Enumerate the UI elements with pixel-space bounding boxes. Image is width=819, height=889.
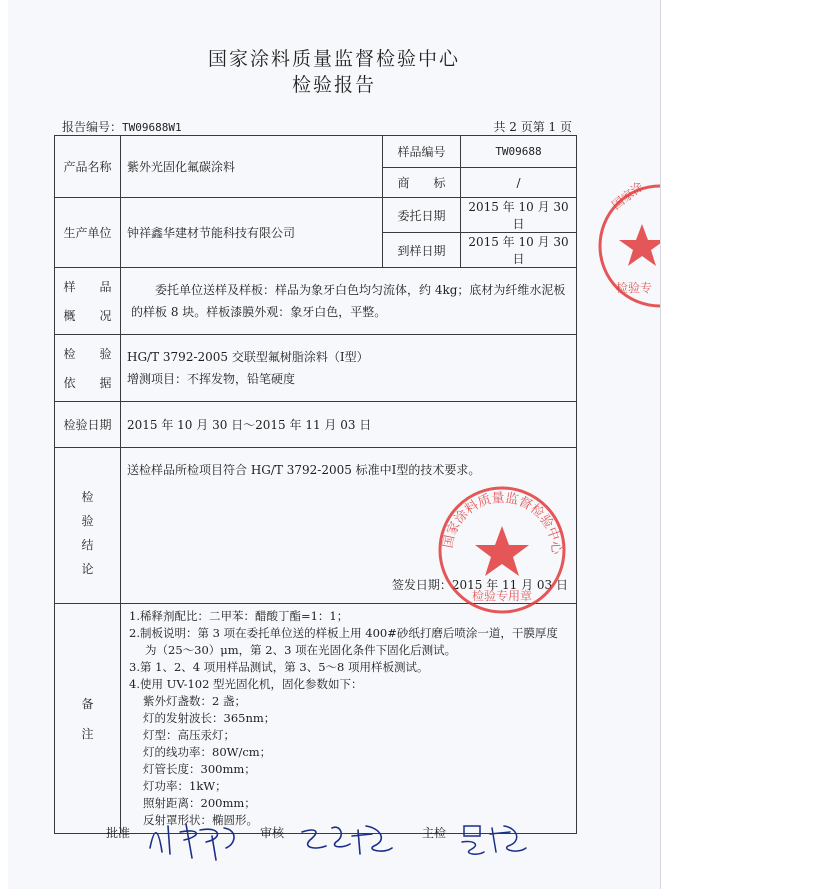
remark-line: 灯管长度：300mm；	[143, 762, 256, 776]
manufacturer-label: 生产单位	[55, 198, 121, 268]
commission-date-label: 委托日期	[383, 198, 461, 233]
arrival-date-value: 2015 年 10 月 30 日	[461, 233, 577, 268]
basis-label-cell	[55, 335, 121, 402]
remark-line: 紫外灯盏数：2 盏；	[143, 694, 246, 708]
report-number	[62, 118, 182, 135]
test-date-label: 检验日期	[55, 402, 121, 448]
approve-label: 批准	[106, 826, 131, 840]
basis-line-1: HG/T 3792-2005 交联型氟树脂涂料（Ⅰ型）	[127, 350, 369, 364]
sample-number-label: 样品编号	[383, 136, 461, 168]
product-name-label: 产品名称	[55, 136, 121, 198]
sample-overview-label-2: 概 况	[63, 309, 112, 323]
remark-line: 1.稀释剂配比：二甲苯：醋酸丁酯=1：1；	[129, 609, 349, 623]
remark-line: 反射罩形状：椭圆形。	[143, 813, 258, 827]
page-info: 共 2 页第 1 页	[493, 120, 572, 134]
basis-value-cell	[121, 335, 577, 402]
review-signature	[296, 818, 406, 864]
svg-text:国家涂: 国家涂	[609, 179, 647, 213]
basis-line-2: 增测项目：不挥发物，铅笔硬度	[127, 372, 296, 386]
remark-line: 灯型：高压汞灯；	[143, 728, 235, 742]
remark-line: 灯功率：1kW；	[143, 779, 227, 793]
svg-text:检验专: 检验专	[616, 281, 653, 295]
remark-line: 为（25～30）μm，第 2、3 项在光固化条件下固化后测试。	[145, 643, 457, 657]
remarks-list	[127, 604, 570, 833]
arrival-date-label: 到样日期	[383, 233, 461, 268]
conclusion-label-3: 结	[81, 538, 94, 552]
manufacturer-value: 钟祥鑫华建材节能科技有限公司	[121, 198, 383, 268]
report-subtitle: 检验报告	[291, 74, 376, 96]
inspection-seal-text: 国家涂料质量监督检验中心	[440, 490, 564, 555]
edge-seal	[586, 176, 660, 316]
sample-overview-value: 委托单位送样及样板：样品为象牙白色均匀流体，约 4kg；底材为纤维水泥板的样板 8 块。样板漆膜外观：象牙白色，平整。	[131, 283, 566, 319]
remark-line: 3.第 1、2、4 项用样品测试，第 3、5～8 项用样板测试。	[129, 660, 429, 674]
conclusion-label-cell	[55, 448, 121, 604]
conclusion-label-1: 检	[81, 490, 94, 504]
basis-label-1: 检 验	[63, 347, 112, 361]
conclusion-value: 送检样品所检项目符合 HG/T 3792-2005 标准中Ⅰ型的技术要求。	[127, 463, 481, 477]
inspector-label: 主检	[422, 826, 447, 840]
product-name-value: 紫外光固化氟碳涂料	[121, 136, 383, 198]
sample-overview-value-cell	[121, 268, 577, 335]
conclusion-label-4: 论	[81, 562, 94, 576]
report-number-label: 报告编号：	[62, 120, 123, 134]
remarks-label-cell	[55, 604, 121, 834]
sample-overview-label-cell	[55, 268, 121, 335]
inspector-signature	[456, 818, 536, 864]
remarks-label-2: 注	[81, 727, 94, 741]
conclusion-label-2: 验	[81, 514, 94, 528]
remark-line: 灯的线功率：80W/cm；	[143, 745, 272, 759]
commission-date-value: 2015 年 10 月 30 日	[461, 198, 577, 233]
trademark-label: 商 标	[383, 168, 461, 198]
basis-label-2: 依 据	[63, 376, 112, 390]
test-date-value: 2015 年 10 月 30 日～2015 年 11 月 03 日	[121, 402, 577, 448]
remark-line: 灯的发射波长：365nm；	[143, 711, 276, 725]
remark-line: 2.制板说明：第 3 项在委托单位送的样板上用 400#砂纸打磨后喷涂一道，干膜厚度	[129, 626, 558, 640]
inspection-seal	[428, 478, 576, 618]
report-title: 国家涂料质量监督检验中心	[207, 48, 460, 70]
remark-line: 4.使用 UV-102 型光固化机，固化参数如下：	[129, 677, 363, 691]
issue-date: 签发日期：2015 年 11 月 03 日	[391, 578, 568, 592]
signature-row	[100, 818, 580, 878]
remarks-value-cell	[121, 604, 577, 834]
inspection-seal-subtext: 检验专用章	[471, 589, 533, 603]
remark-line: 照射距离：200mm；	[143, 796, 256, 810]
approve-signature	[140, 818, 250, 864]
sample-overview-label-1: 样 品	[63, 280, 112, 294]
report-number-value: TW09688W1	[122, 121, 182, 134]
review-label: 审核	[260, 826, 285, 840]
remarks-label-1: 备	[81, 697, 94, 711]
sample-number-value: TW09688	[461, 136, 577, 168]
trademark-value: /	[461, 168, 577, 198]
